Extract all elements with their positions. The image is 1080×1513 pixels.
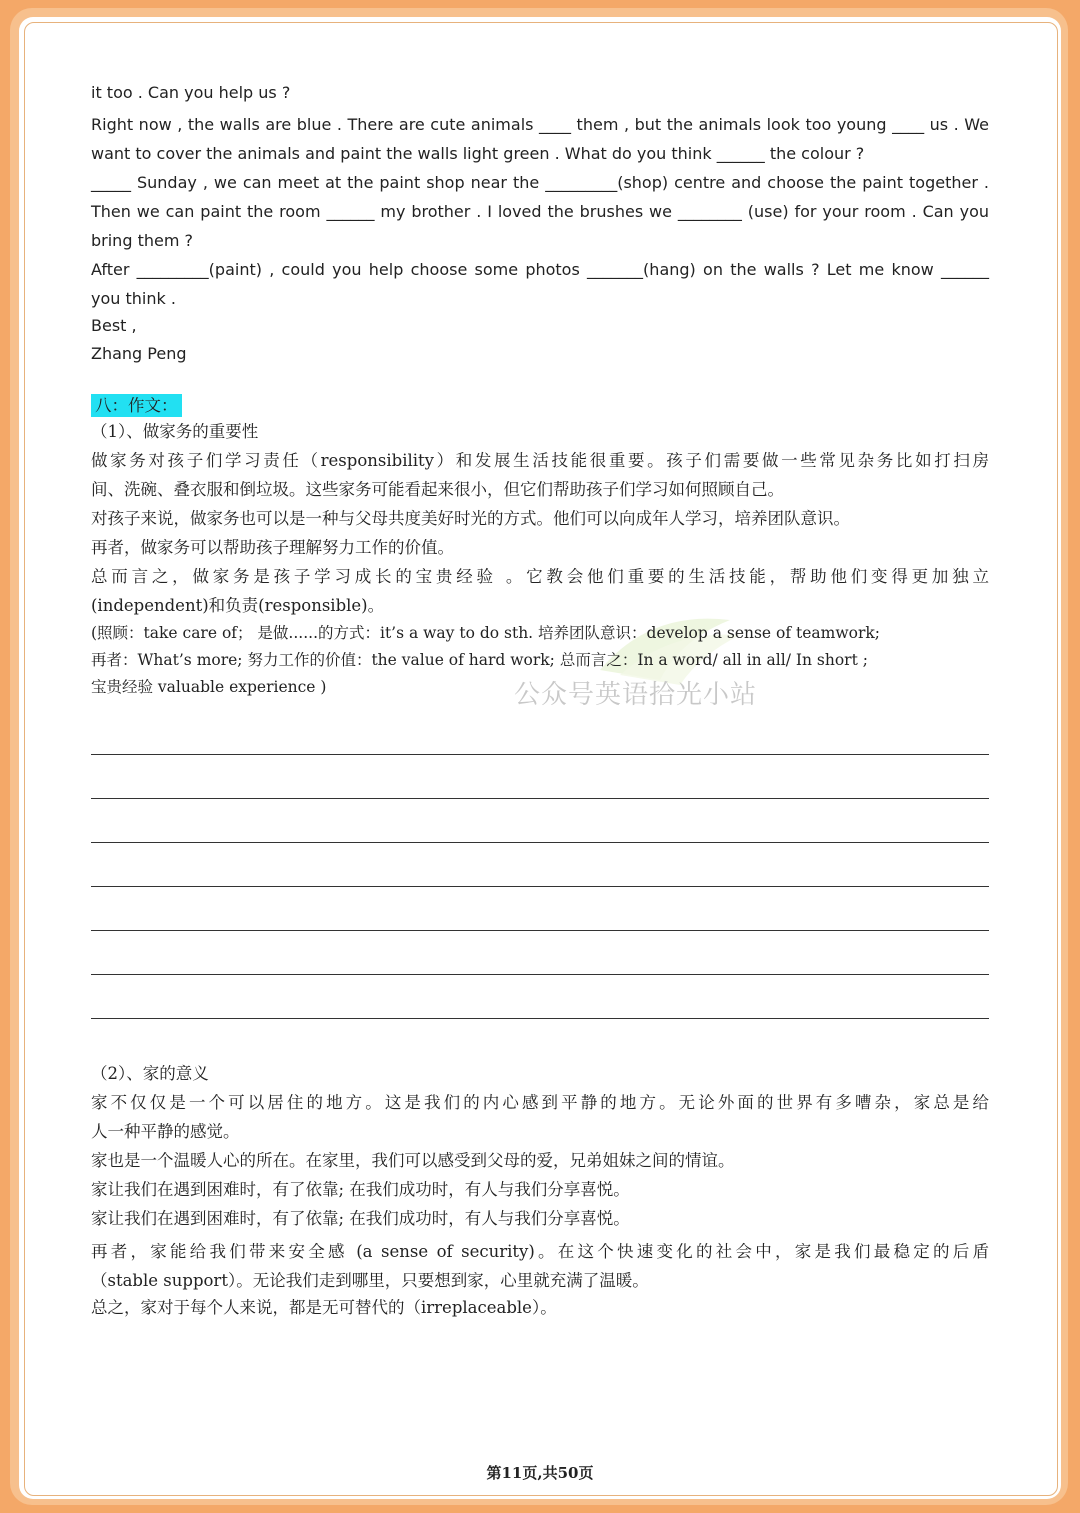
watermark-text: 公众号英语拾光小站	[514, 680, 758, 710]
writing-line	[91, 975, 989, 1019]
writing-line	[91, 887, 989, 931]
vocab-hint: 再者：What’s more; 努力工作的价值：the value of hard work; 总而言之：In a word/ all in all/ In short ;	[91, 651, 868, 669]
task1-line: 做家务对孩子们学习责任（responsibility）和发展生活技能很重要。孩子们需要做一些常见杂务比如打扫房	[91, 451, 989, 470]
essay-heading	[91, 394, 989, 417]
writing-line	[91, 843, 989, 887]
letter-line: it too . Can you help us ?	[91, 83, 291, 102]
task2-title: （2）、家的意义	[91, 1064, 209, 1083]
task2-line: 家让我们在遇到困难时，有了依靠; 在我们成功时，有人与我们分享喜悦。	[91, 1209, 630, 1228]
letter-line: you think .	[91, 289, 176, 308]
task1-line: 对孩子来说，做家务也可以是一种与父母共度美好时光的方式。他们可以向成年人学习，培养团队意识。	[91, 509, 850, 528]
writing-line	[91, 755, 989, 799]
letter-signature: Zhang Peng	[91, 344, 187, 363]
task1-line: (independent)和负责(responsible)。	[91, 596, 385, 615]
letter-line: want to cover the animals and paint the walls light green . What do you think ______ the colour ?	[91, 144, 865, 163]
task2-line: 家也是一个温暖人心的所在。在家里，我们可以感受到父母的爱，兄弟姐妹之间的情谊。	[91, 1151, 735, 1170]
task1-line: 再者，做家务可以帮助孩子理解努力工作的价值。	[91, 538, 454, 557]
writing-line	[91, 931, 989, 975]
task2-section	[91, 1059, 989, 1321]
task2-line: 总之，家对于每个人来说，都是无可替代的（irreplaceable）。	[91, 1298, 557, 1317]
task2-line: 家让我们在遇到困难时，有了依靠; 在我们成功时，有人与我们分享喜悦。	[91, 1180, 630, 1199]
document-body	[91, 78, 989, 1321]
writing-line	[91, 711, 989, 755]
vocab-hint: (照顾：take care of； 是做......的方式：it’s a way to do sth. 培养团队意识：develop a sense of teamwork;	[91, 624, 880, 642]
writing-line	[91, 799, 989, 843]
task2-line: 人一种平静的感觉。	[91, 1122, 240, 1141]
letter-line: _____ Sunday , we can meet at the paint shop near the _________(shop) centre and choose the paint together .	[91, 173, 989, 192]
writing-lines	[91, 711, 989, 1019]
task2-line: 家不仅仅是一个可以居住的地方。这是我们的内心感到平静的地方。无论外面的世界有多嘈杂，家总是给	[91, 1093, 989, 1112]
vocab-hint: 宝贵经验 valuable experience )	[91, 678, 327, 696]
section-heading: 八：作文：	[91, 394, 182, 417]
task2-line: 再者，家能给我们带来安全感 (a sense of security)。在这个快速变化的社会中，家是我们最稳定的后盾	[91, 1242, 989, 1261]
task2-line: （stable support）。无论我们走到哪里，只要想到家，心里就充满了温暖。	[91, 1271, 649, 1290]
letter-line: After _________(paint) , could you help choose some photos _______(hang) on the walls ? Let me know ______	[91, 260, 989, 279]
page-number: 第11页,共50页	[486, 1464, 594, 1482]
letter-closing: Best ,	[91, 316, 137, 335]
letter-passage	[91, 78, 989, 368]
task1-line: 总而言之，做家务是孩子学习成长的宝贵经验 。它教会他们重要的生活技能，帮助他们变得更加独立	[91, 567, 989, 586]
letter-line: Right now , the walls are blue . There are cute animals ____ them , but the animals look too young ____ us . We	[91, 115, 989, 134]
letter-line: bring them ?	[91, 231, 193, 250]
letter-line: Then we can paint the room ______ my brother . I loved the brushes we ________ (use) for your room . Can you	[91, 202, 989, 221]
task1-line: 间、洗碗、叠衣服和倒垃圾。这些家务可能看起来很小，但它们帮助孩子们学习如何照顾自己。	[91, 480, 784, 499]
task1-title: （1）、做家务的重要性	[91, 422, 259, 441]
essay-section	[91, 394, 989, 1321]
